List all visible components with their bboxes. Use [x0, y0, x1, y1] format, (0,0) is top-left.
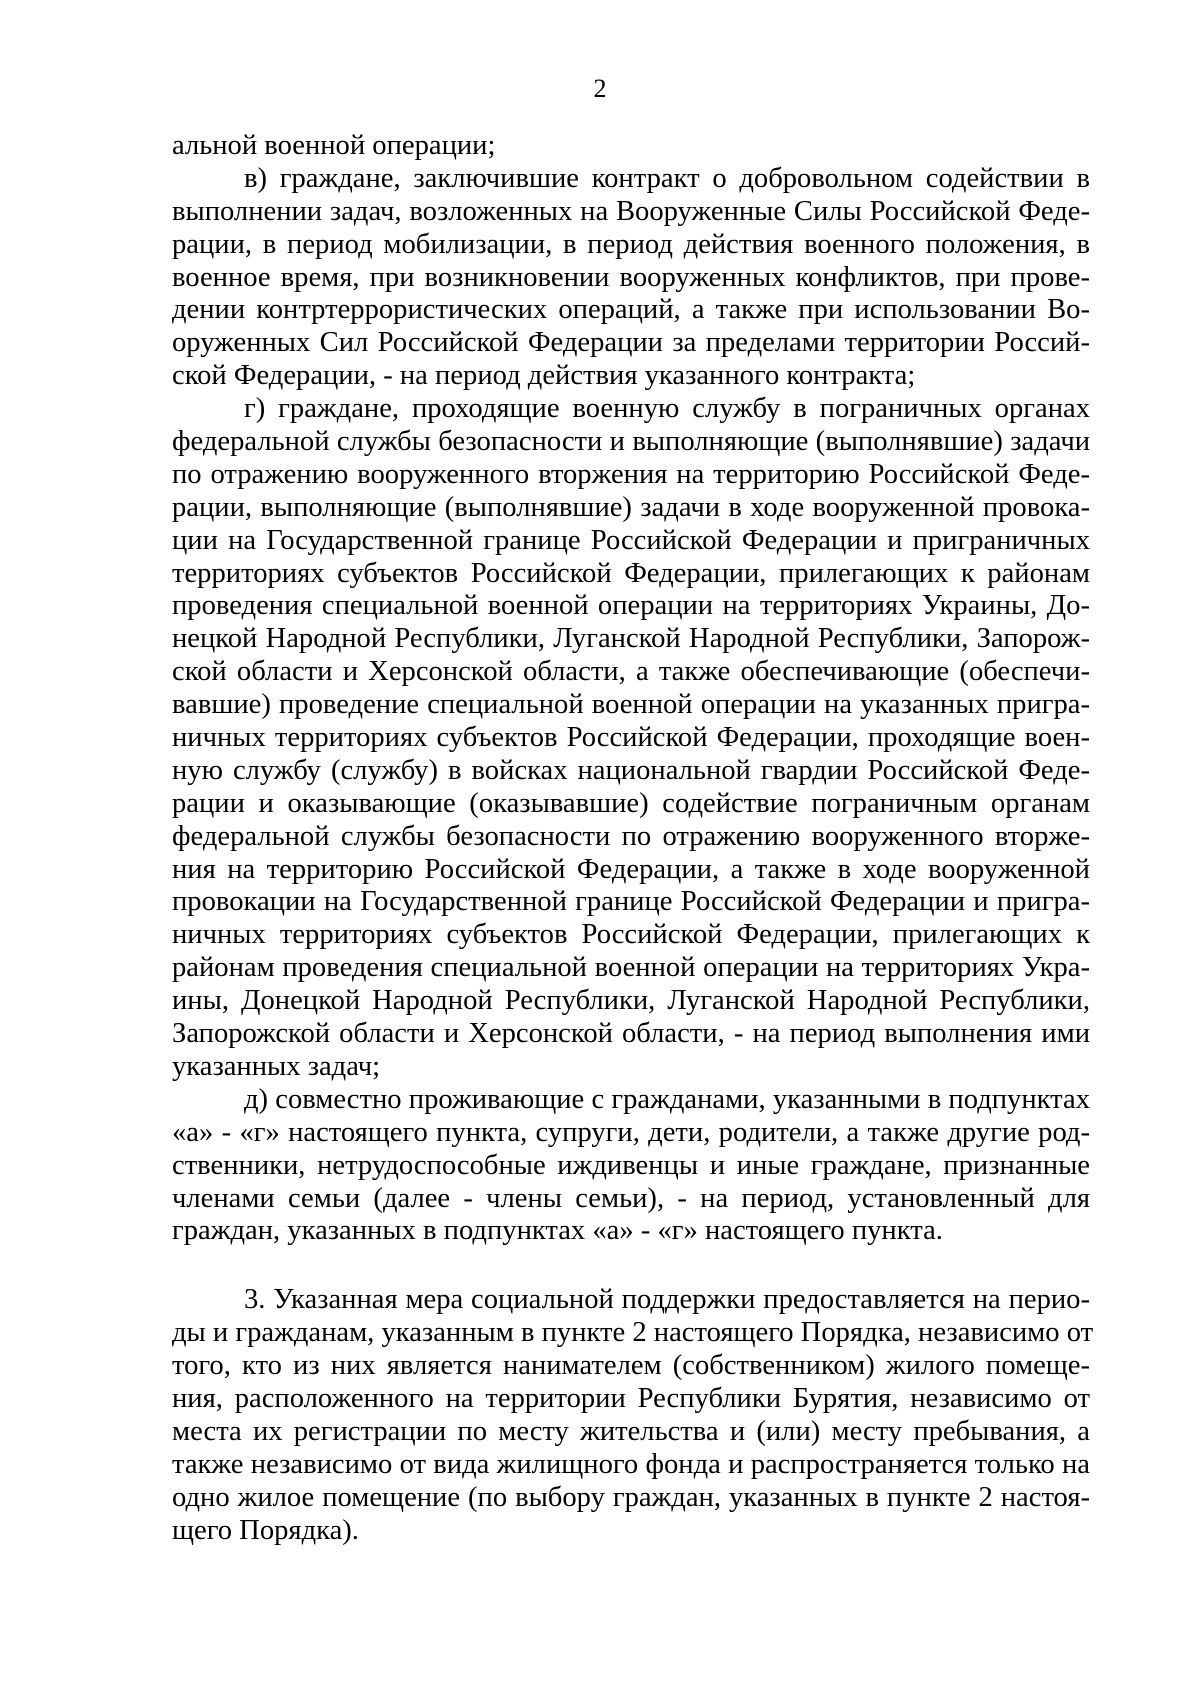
paragraph-point-3	[172, 1284, 1094, 1547]
text-line: «а» - «г» настоящего пункта, супруги, дети, родители, а также другие род-	[172, 1116, 1090, 1148]
text-line: ской области и Херсонской области, а также обеспечивающие (обеспечи-	[172, 656, 1090, 688]
text-line: одно жилое помещение (по выбору граждан, указанных в пункте 2 настоя-	[172, 1481, 1090, 1513]
text-line: ную службу (службу) в войсках национальной гвардии Российской Феде-	[172, 754, 1090, 786]
text-line: ской Федерации, - на период действия указанного контракта;	[172, 360, 916, 392]
text-line: альной военной операции;	[172, 130, 496, 161]
text-line: нецкой Народной Республики, Луганской Народной Республики, Запорож-	[172, 623, 1090, 655]
text-line: рации и оказывающие (оказывавшие) содействие пограничным органам	[172, 787, 1090, 819]
text-line: щего Порядка).	[172, 1514, 359, 1546]
text-line: выполнении задач, возложенных на Вооруженные Силы Российской Феде-	[172, 195, 1090, 227]
text-line: вавшие) проведение специальной военной операции на указанных пригра-	[172, 689, 1090, 721]
paragraph-continuation	[172, 130, 1090, 163]
text-line: провокации на Государственной границе Российской Федерации и пригра-	[172, 886, 1090, 918]
paragraph-item-g	[172, 393, 1090, 1084]
text-line: в) граждане, заключившие контракт о добровольном содействии в	[244, 162, 1090, 194]
text-line: того, кто из них является нанимателем (собственником) жилого помеще-	[172, 1350, 1090, 1382]
text-line: ственники, нетрудоспособные иждивенцы и иные граждане, признанные	[172, 1149, 1090, 1181]
text-line: г) граждане, проходящие военную службу в пограничных органах	[244, 393, 1090, 425]
text-line: места их регистрации по месту жительства и (или) месту пребывания, а	[172, 1415, 1090, 1447]
text-line: по отражению вооруженного вторжения на территорию Российской Феде-	[172, 458, 1090, 490]
text-line: федеральной службы безопасности и выполняющие (выполнявшие) задачи	[172, 426, 1090, 458]
text-line: рации, в период мобилизации, в период действия военного положения, в	[172, 228, 1090, 260]
text-line: ния, расположенного на территории Республики Бурятия, независимо от	[172, 1382, 1090, 1414]
text-line: указанных задач;	[172, 1050, 381, 1082]
text-line: д) совместно проживающие с гражданами, указанными в подпунктах	[244, 1083, 1090, 1115]
text-line: оруженных Сил Российской Федерации за пределами территории Россий-	[172, 327, 1090, 359]
text-line: ины, Донецкой Народной Республики, Луганской Народной Республики,	[172, 985, 1090, 1017]
text-line: районам проведения специальной военной операции на территориях Укра-	[172, 952, 1090, 984]
text-line: дении контртеррористических операций, а также при использовании Во-	[172, 294, 1090, 326]
text-line: проведения специальной военной операции на территориях Украины, До-	[172, 590, 1090, 622]
text-line: ции на Государственной границе Российской Федерации и приграничных	[172, 524, 1090, 556]
text-line: граждан, указанных в подпунктах «а» - «г» настоящего пункта.	[172, 1215, 943, 1247]
paragraph-item-v	[172, 163, 1090, 393]
text-line: ния на территорию Российской Федерации, а также в ходе вооруженной	[172, 853, 1090, 885]
text-line: военное время, при возникновении вооруженных конфликтов, при прове-	[172, 261, 1090, 293]
text-line: рации, выполняющие (выполнявшие) задачи в ходе вооруженной провока-	[172, 491, 1090, 523]
text-line: 3. Указанная мера социальной поддержки предоставляется на перио-	[244, 1284, 1090, 1316]
text-line: ды и гражданам, указанным в пункте 2 настоящего Порядка, независимо от	[172, 1317, 1094, 1349]
text-line: ничных территориях субъектов Российской Федерации, проходящие воен-	[172, 722, 1090, 754]
text-line: федеральной службы безопасности по отражению вооруженного вторже-	[172, 820, 1090, 852]
text-line: территориях субъектов Российской Федерации, прилегающих к районам	[172, 557, 1090, 589]
text-line: ничных территориях субъектов Российской Федерации, прилегающих к	[172, 919, 1090, 951]
paragraph-gap	[172, 1248, 1090, 1284]
text-line: членами семьи (далее - члены семьи), - на период, установленный для	[172, 1182, 1090, 1214]
text-line: также независимо от вида жилищного фонда и распространяется только на	[172, 1448, 1090, 1480]
page-number: 2	[593, 74, 607, 103]
document-body	[172, 130, 1094, 1547]
paragraph-item-d	[172, 1084, 1090, 1248]
text-line: Запорожской области и Херсонской области, - на период выполнения ими	[172, 1018, 1090, 1050]
